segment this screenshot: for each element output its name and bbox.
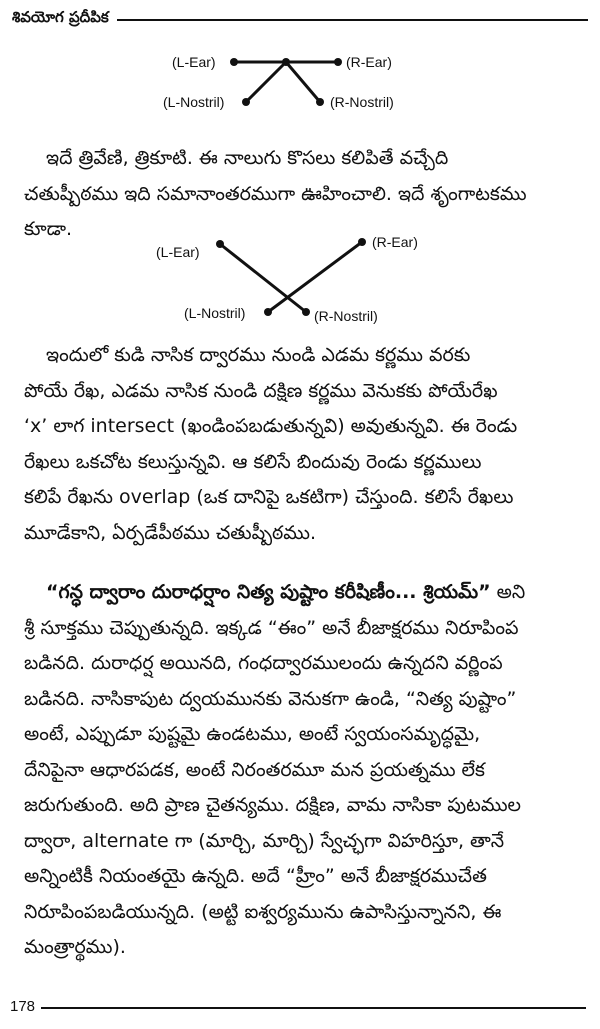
quote-suffix: అని [490,581,526,603]
text-line: కలిపే రేఖను overlap (ఒక దానిపై ఒకటిగా) చేస్తుంది. కలిసే రేఖలు [24,486,514,508]
text-line: ఇందులో కుడి నాసిక ద్వారము నుండి ఎడమ కర్ణము వరకు [46,344,471,366]
text-line: పోయే రేఖ, ఎడమ నాసిక నుండి దక్షిణ కర్ణము వెనుకకు పోయేరేఖ [24,379,498,402]
paragraph-3 [24,575,586,966]
page-number: 178 [10,997,36,1015]
text-line: దేనిపైనా ఆధారపడక, అంటే నిరంతరమూ మన ప్రయత్నము లేక [24,758,485,781]
l-nostril-point [264,308,272,316]
right-ear-to-left-nostril-line [268,242,362,312]
l-ear-point [230,58,238,66]
running-header [12,8,588,30]
diagram-parallel-lines [0,40,600,120]
text-line: కూడా. [24,218,73,240]
text-line: ఇదే త్రివేణి, త్రికూటి. ఈ నాలుగు కొసలు కలిపితే వచ్చేది [46,147,449,169]
text-line: మంత్రార్థము). [24,936,126,958]
paragraph-2 [24,338,586,551]
text-line: శ్రీ సూక్తము చెప్పుతున్నది. ఇక్కడ “ఈం” అనే బీజాక్షరము నిరూపింప [24,616,519,639]
text-line: అంటే, ఎప్పుడూ పుష్టమై ఉండటము, అంటే స్వయంసమృద్ధమై, [24,723,481,745]
r-nostril-label: (R-Nostril) [314,308,378,324]
right-nostril-line [286,62,320,102]
l-nostril-label: (L-Nostril) [163,94,225,110]
left-ear-to-right-nostril-line [220,244,306,312]
page-footer [10,995,586,1017]
l-ear-label: (L-Ear) [156,244,200,260]
r-ear-point [358,238,366,246]
r-ear-label: (R-Ear) [372,234,418,250]
sri-sukta-quote: “గన్ధ ద్వారాం దురాధర్షాం నిత్య పుష్టాం కరీషిణీం... శ్రియమ్” [46,581,491,603]
l-ear-label: (L-Ear) [172,54,216,70]
text-line: అన్నింటికీ నియంతయై ఉన్నది. అదే “హ్రీం” అనే బీజాక్షరముచేత [24,865,487,887]
r-ear-point [334,58,342,66]
center-point [282,58,290,66]
text-line: బడినది. దురాధర్ష అయినది, గంధద్వారములందు ఉన్నదని వర్ణింప [24,652,503,674]
text-line: రేఖలు ఒకచోట కలుస్తున్నవి. ఆ కలిసే బిందువు రెండు కర్ణములు [24,450,482,473]
diagram-crossed-lines [0,230,600,326]
text-line: బడినది. నాసికాపుట ద్వయమునకు వెనుకగా ఉండి, “నిత్య పుష్టాం” [24,687,517,710]
r-nostril-point [302,308,310,316]
header-rule [117,19,588,21]
left-nostril-line [246,62,286,102]
r-nostril-point [316,98,324,106]
text-line: మూడేకాని, ఏర్పడేపీఠము చతుష్పీఠము. [24,521,317,544]
book-title: శివయోగ ప్రదీపిక [12,8,109,26]
text-line: ద్వారా, alternate గా (మార్చి, మార్చి) స్వేచ్ఛగా విహరిస్తూ, తానే [24,829,505,852]
text-line: ‘x’ లాగ intersect (ఖండింపబడుతున్నవి) అవుతున్నవి. ఈ రెండు [24,415,518,437]
l-nostril-point [242,98,250,106]
r-ear-label: (R-Ear) [346,54,392,70]
footer-rule [41,1007,586,1009]
l-nostril-label: (L-Nostril) [184,305,246,321]
r-nostril-label: (R-Nostril) [330,94,394,110]
text-line: చతుష్పీఠము ఇది సమానాంతరముగా ఊహించాలి. ఇదే శృంగాటకము [24,182,527,205]
quote-line [24,575,586,611]
text-line: నిరూపింపబడియున్నది. (అట్టి ఐశ్వర్యమును ఉపాసిస్తున్నానని, ఈ [24,900,502,923]
text-line: జరుగుతుంది. అది ప్రాణ చైతన్యము. దక్షిణ, వామ నాసికా పుటముల [24,794,521,816]
l-ear-point [216,240,224,248]
